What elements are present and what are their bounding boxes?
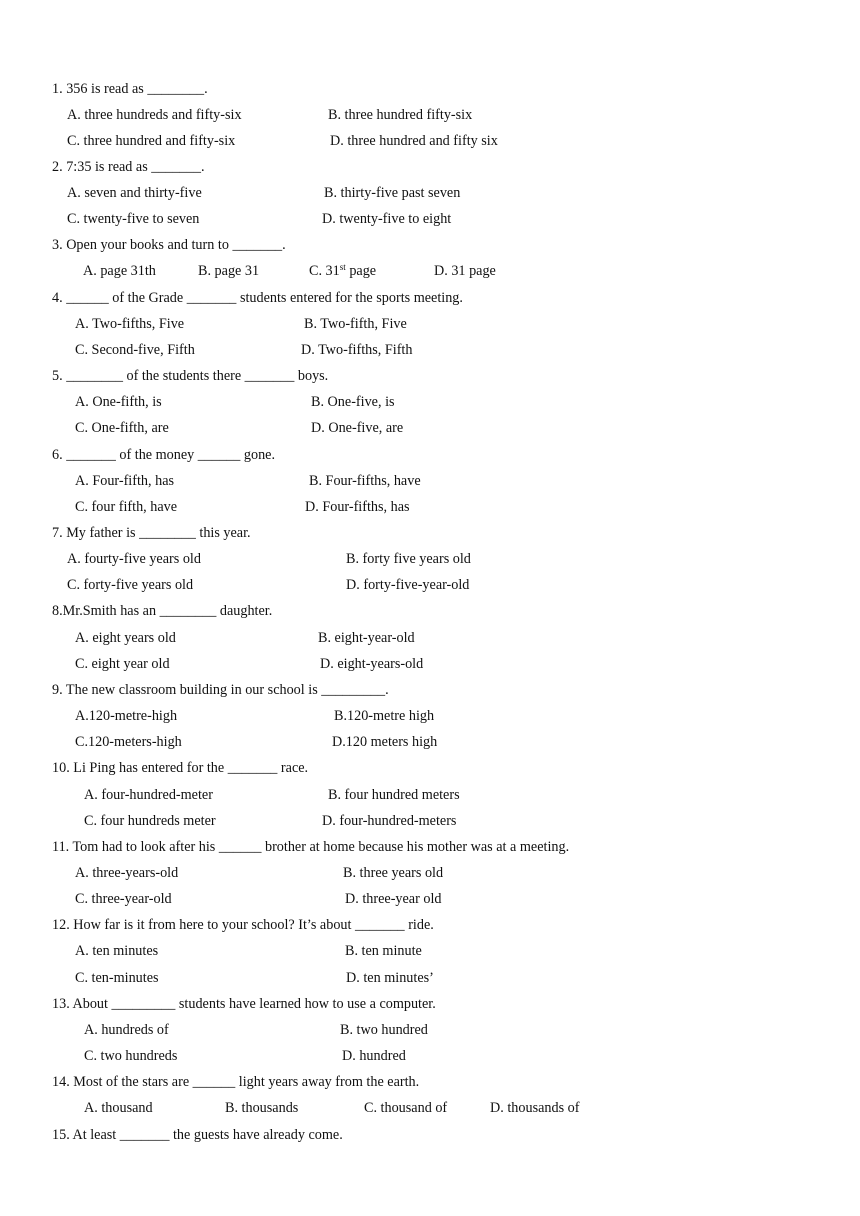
option-text-rest: page xyxy=(345,263,377,279)
question-3-option-a[interactable]: A. page 31th xyxy=(83,263,156,279)
question-1-option-d[interactable]: D. three hundred and fifty six xyxy=(330,133,498,149)
question-4-option-d[interactable]: D. Two-fifths, Fifth xyxy=(301,342,413,358)
question-9-option-d[interactable]: D.120 meters high xyxy=(332,734,438,750)
question-9-option-a[interactable]: A.120-metre-high xyxy=(75,708,178,724)
question-11-option-a[interactable]: A. three-years-old xyxy=(75,865,179,881)
question-8-stem: 8.Mr.Smith has an ________ daughter. xyxy=(52,603,273,619)
question-9-option-c[interactable]: C.120-meters-high xyxy=(75,734,182,750)
question-7-option-a[interactable]: A. fourty-five years old xyxy=(67,551,201,567)
question-2-stem: 2. 7:35 is read as _______. xyxy=(52,159,205,175)
question-1-stem: 1. 356 is read as ________. xyxy=(52,81,208,97)
question-10-option-d[interactable]: D. four-hundred-meters xyxy=(322,813,457,829)
question-8-option-c[interactable]: C. eight year old xyxy=(75,656,170,672)
question-14-option-a[interactable]: A. thousand xyxy=(84,1100,153,1116)
question-3-option-d[interactable]: D. 31 page xyxy=(434,263,496,279)
question-4-option-a[interactable]: A. Two-fifths, Five xyxy=(75,316,185,332)
question-1-option-b[interactable]: B. three hundred fifty-six xyxy=(328,107,473,123)
question-1-option-c[interactable]: C. three hundred and fifty-six xyxy=(67,133,236,149)
question-2-option-c[interactable]: C. twenty-five to seven xyxy=(67,211,200,227)
question-5-option-d[interactable]: D. One-five, are xyxy=(311,420,404,436)
question-3-stem: 3. Open your books and turn to _______. xyxy=(52,237,286,253)
question-6-option-c[interactable]: C. four fifth, have xyxy=(75,499,178,515)
question-4-option-c[interactable]: C. Second-five, Fifth xyxy=(75,342,195,358)
question-7-option-d[interactable]: D. forty-five-year-old xyxy=(346,577,470,593)
question-8-option-d[interactable]: D. eight-years-old xyxy=(320,656,424,672)
question-6-option-d[interactable]: D. Four-fifths, has xyxy=(305,499,410,515)
question-11-option-c[interactable]: C. three-year-old xyxy=(75,891,172,907)
question-10-stem: 10. Li Ping has entered for the _______ race. xyxy=(52,760,309,776)
question-13-option-d[interactable]: D. hundred xyxy=(342,1048,406,1064)
question-1-option-a[interactable]: A. three hundreds and fifty-six xyxy=(67,107,242,123)
question-12-option-a[interactable]: A. ten minutes xyxy=(75,943,159,959)
question-14-stem: 14. Most of the stars are ______ light years away from the earth. xyxy=(52,1074,420,1090)
question-6-option-a[interactable]: A. Four-fifth, has xyxy=(75,473,175,489)
question-6-stem: 6. _______ of the money ______ gone. xyxy=(52,447,276,463)
question-13-option-b[interactable]: B. two hundred xyxy=(340,1022,428,1038)
question-12-option-d[interactable]: D. ten minutes’ xyxy=(346,970,434,986)
question-7-option-b[interactable]: B. forty five years old xyxy=(346,551,471,567)
question-9-stem: 9. The new classroom building in our school is _________. xyxy=(52,682,389,698)
question-11-option-d[interactable]: D. three-year old xyxy=(345,891,442,907)
question-3-option-c[interactable] xyxy=(309,262,376,280)
question-15-stem: 15. At least _______ the guests have already come. xyxy=(52,1127,343,1143)
question-7-option-c[interactable]: C. forty-five years old xyxy=(67,577,194,593)
question-5-option-c[interactable]: C. One-fifth, are xyxy=(75,420,169,436)
question-2-option-d[interactable]: D. twenty-five to eight xyxy=(322,211,452,227)
question-11-stem: 11. Tom had to look after his ______ brother at home because his mother was at a meeting. xyxy=(52,839,570,855)
question-10-option-a[interactable]: A. four-hundred-meter xyxy=(84,787,213,803)
question-14-option-b[interactable]: B. thousands xyxy=(225,1100,299,1116)
question-12-stem: 12. How far is it from here to your school? It’s about _______ ride. xyxy=(52,917,434,933)
question-7-stem: 7. My father is ________ this year. xyxy=(52,525,251,541)
question-5-stem: 5. ________ of the students there _______ boys. xyxy=(52,368,329,384)
question-9-option-b[interactable]: B.120-metre high xyxy=(334,708,435,724)
question-14-option-c[interactable]: C. thousand of xyxy=(364,1100,448,1116)
question-13-option-a[interactable]: A. hundreds of xyxy=(84,1022,169,1038)
question-13-option-c[interactable]: C. two hundreds xyxy=(84,1048,178,1064)
ordinal-suffix: st xyxy=(339,262,346,272)
question-4-stem: 4. ______ of the Grade _______ students entered for the sports meeting. xyxy=(52,290,463,306)
question-12-option-c[interactable]: C. ten-minutes xyxy=(75,970,159,986)
question-2-option-a[interactable]: A. seven and thirty-five xyxy=(67,185,202,201)
question-14-option-d[interactable]: D. thousands of xyxy=(490,1100,580,1116)
question-5-option-b[interactable]: B. One-five, is xyxy=(311,394,395,410)
question-10-option-c[interactable]: C. four hundreds meter xyxy=(84,813,216,829)
question-8-option-b[interactable]: B. eight-year-old xyxy=(318,630,415,646)
question-10-option-b[interactable]: B. four hundred meters xyxy=(328,787,460,803)
question-13-stem: 13. About _________ students have learned how to use a computer. xyxy=(52,996,436,1012)
question-6-option-b[interactable]: B. Four-fifths, have xyxy=(309,473,421,489)
question-5-option-a[interactable]: A. One-fifth, is xyxy=(75,394,162,410)
question-4-option-b[interactable]: B. Two-fifth, Five xyxy=(304,316,407,332)
question-8-option-a[interactable]: A. eight years old xyxy=(75,630,176,646)
question-12-option-b[interactable]: B. ten minute xyxy=(345,943,422,959)
option-text: C. 31 xyxy=(309,263,340,279)
question-3-option-b[interactable]: B. page 31 xyxy=(198,263,260,279)
question-2-option-b[interactable]: B. thirty-five past seven xyxy=(324,185,461,201)
question-11-option-b[interactable]: B. three years old xyxy=(343,865,444,881)
